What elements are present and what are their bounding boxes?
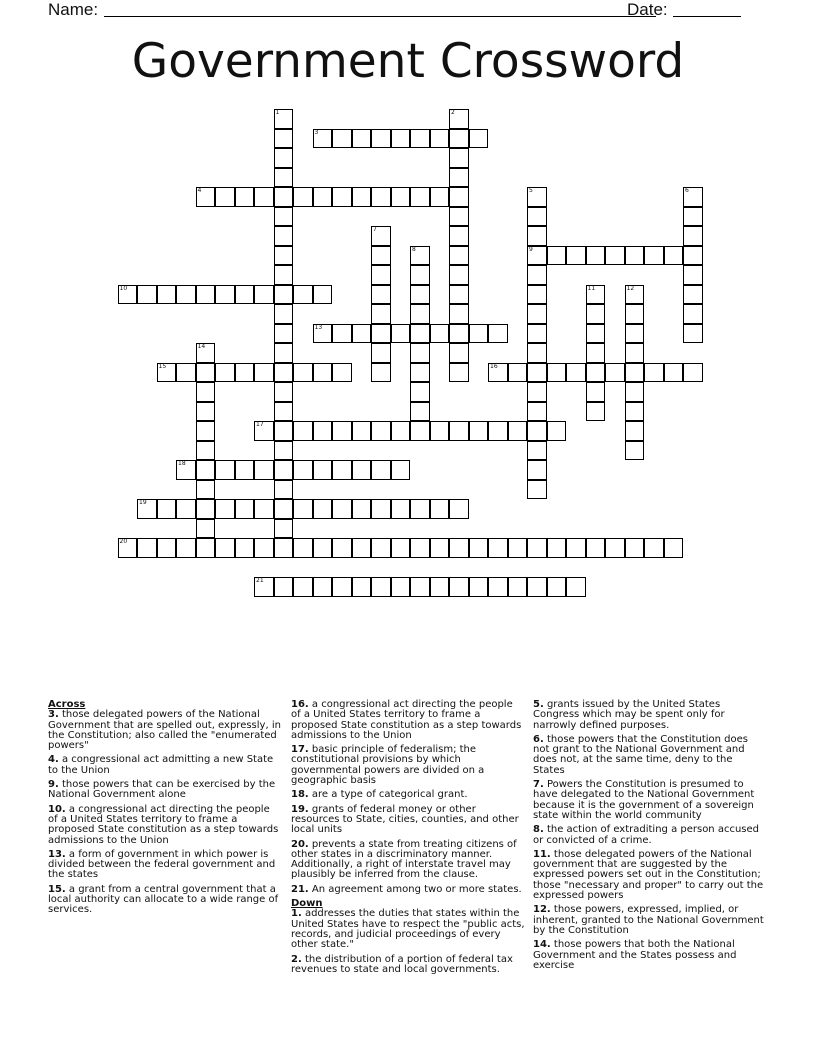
grid-cell[interactable]	[274, 343, 294, 363]
grid-cell[interactable]	[196, 343, 216, 363]
grid-cell[interactable]	[488, 538, 508, 558]
grid-cell[interactable]	[391, 187, 411, 207]
grid-cell[interactable]	[176, 499, 196, 519]
grid-cell[interactable]	[586, 538, 606, 558]
grid-cell[interactable]	[274, 538, 294, 558]
clue-number: 11	[587, 284, 596, 292]
across-heading: Across	[48, 699, 86, 710]
grid-cell[interactable]	[566, 246, 586, 266]
clues-column-3	[533, 700, 767, 975]
grid-cell[interactable]	[527, 207, 547, 227]
grid-cell[interactable]	[683, 265, 703, 285]
grid-cell[interactable]	[644, 246, 664, 266]
grid-cell[interactable]	[371, 129, 391, 149]
grid-cell[interactable]	[605, 538, 625, 558]
down-heading: Down	[291, 898, 323, 910]
grid-cell[interactable]	[449, 363, 469, 383]
grid-cell[interactable]	[215, 499, 235, 519]
grid-cell[interactable]	[586, 363, 606, 383]
grid-cell[interactable]	[274, 207, 294, 227]
grid-cell[interactable]	[235, 460, 255, 480]
grid-cell[interactable]	[488, 577, 508, 597]
grid-cell[interactable]	[449, 148, 469, 168]
grid-cell[interactable]	[625, 285, 645, 305]
grid-cell[interactable]	[625, 538, 645, 558]
grid-cell[interactable]	[118, 285, 138, 305]
grid-cell[interactable]	[371, 343, 391, 363]
clue-number: 19	[139, 499, 147, 506]
grid-cell[interactable]	[137, 285, 157, 305]
clue-number: 1	[275, 109, 280, 116]
grid-cell[interactable]	[274, 265, 294, 285]
grid-cell[interactable]	[430, 538, 450, 558]
clue-across-15: 15. a grant from a central government that a local authority can allocate to a wide range of services.	[48, 883, 279, 916]
grid-cell[interactable]	[313, 499, 333, 519]
grid-cell[interactable]	[410, 382, 430, 402]
grid-cell[interactable]	[449, 421, 469, 441]
grid-cell[interactable]	[196, 460, 216, 480]
grid-cell[interactable]	[391, 324, 411, 344]
grid-cell[interactable]	[313, 187, 333, 207]
grid-cell[interactable]	[215, 460, 235, 480]
grid-cell[interactable]	[410, 187, 430, 207]
grid-cell[interactable]	[352, 129, 372, 149]
grid-cell[interactable]	[605, 246, 625, 266]
grid-cell[interactable]	[625, 363, 645, 383]
clue-number: 10	[119, 284, 128, 292]
grid-cell[interactable]	[586, 343, 606, 363]
grid-cell[interactable]	[157, 363, 177, 383]
grid-cell[interactable]	[527, 421, 547, 441]
grid-cell[interactable]	[449, 304, 469, 324]
grid-cell[interactable]	[157, 285, 177, 305]
grid-cell[interactable]	[547, 538, 567, 558]
grid-cell[interactable]	[625, 304, 645, 324]
grid-cell[interactable]	[449, 129, 469, 149]
clue-across-20: 20. prevents a state from treating citizens of other states in a discriminatory manner. Additionally, a right of interstate travel may plausibly be inferred from the clause.	[291, 838, 517, 881]
grid-cell[interactable]	[488, 421, 508, 441]
clue-number: 7	[373, 226, 377, 233]
grid-cell[interactable]	[449, 168, 469, 188]
grid-cell[interactable]	[371, 538, 391, 558]
clues-column-1	[48, 700, 282, 920]
grid-cell[interactable]	[410, 363, 430, 383]
clue-across-10: 10. a congressional act directing the people of a United States territory to frame a proposed State constitution as a step towards admissions to the Union	[48, 803, 279, 846]
grid-cell[interactable]	[371, 577, 391, 597]
grid-cell[interactable]	[235, 499, 255, 519]
clue-down-6: 6. those powers that the Constitution does not grant to the National Government and does not, at the same time, deny to the States	[533, 733, 749, 776]
grid-cell[interactable]	[313, 538, 333, 558]
grid-cell[interactable]	[196, 519, 216, 539]
grid-cell[interactable]	[527, 246, 547, 266]
grid-cell[interactable]	[371, 460, 391, 480]
grid-cell[interactable]	[566, 577, 586, 597]
clue-down-7: 7. Powers the Constitution is presumed to have delegated to the National Government because it is the government of a sovereign state within the world community	[533, 779, 755, 821]
grid-cell[interactable]	[371, 421, 391, 441]
grid-cell[interactable]	[410, 265, 430, 285]
grid-cell[interactable]	[527, 265, 547, 285]
grid-cell[interactable]	[449, 265, 469, 285]
clue-across-13: 13. a form of government in which power is divided between the federal government and the states	[48, 848, 276, 881]
grid-cell[interactable]	[293, 499, 313, 519]
grid-cell[interactable]	[410, 324, 430, 344]
clue-across-9: 9. those powers that can be exercised by the National Government alone	[48, 779, 276, 801]
grid-cell[interactable]	[332, 421, 352, 441]
grid-cell[interactable]	[293, 460, 313, 480]
clue-number: 9	[529, 245, 533, 253]
grid-cell[interactable]	[293, 538, 313, 558]
date-label: Date:	[627, 0, 668, 19]
clue-number: 4	[197, 187, 202, 194]
grid-cell[interactable]	[683, 304, 703, 324]
grid-cell[interactable]	[547, 246, 567, 266]
grid-cell[interactable]	[566, 538, 586, 558]
grid-cell[interactable]	[274, 304, 294, 324]
grid-cell[interactable]	[586, 324, 606, 344]
grid-cell[interactable]	[254, 363, 274, 383]
clue-down-2: 2. the distribution of a portion of federal tax revenues to state and local governments.	[291, 953, 513, 975]
grid-cell[interactable]	[391, 577, 411, 597]
grid-cell[interactable]	[274, 246, 294, 266]
grid-cell[interactable]	[332, 577, 352, 597]
grid-cell[interactable]	[313, 324, 333, 344]
grid-cell[interactable]	[274, 441, 294, 461]
clue-number: 6	[685, 187, 689, 194]
grid-cell[interactable]	[274, 499, 294, 519]
clue-number: 2	[451, 109, 455, 116]
grid-cell[interactable]	[527, 402, 547, 422]
grid-cell[interactable]	[371, 499, 391, 519]
grid-cell[interactable]	[176, 460, 196, 480]
grid-cell[interactable]	[371, 285, 391, 305]
grid-cell[interactable]	[254, 499, 274, 519]
grid-cell[interactable]	[371, 246, 391, 266]
grid-cell[interactable]	[449, 109, 469, 129]
grid-cell[interactable]	[352, 538, 372, 558]
grid-cell[interactable]	[196, 538, 216, 558]
grid-cell[interactable]	[371, 324, 391, 344]
grid-cell[interactable]	[254, 460, 274, 480]
grid-cell[interactable]	[508, 538, 528, 558]
grid-cell[interactable]	[683, 207, 703, 227]
grid-cell[interactable]	[449, 285, 469, 305]
grid-cell[interactable]	[118, 538, 138, 558]
grid-cell[interactable]	[683, 285, 703, 305]
grid-cell[interactable]	[196, 363, 216, 383]
grid-cell[interactable]	[527, 324, 547, 344]
grid-cell[interactable]	[469, 324, 489, 344]
grid-cell[interactable]	[664, 538, 684, 558]
grid-cell[interactable]	[391, 129, 411, 149]
grid-cell[interactable]	[527, 577, 547, 597]
grid-cell[interactable]	[196, 402, 216, 422]
clue-across-17: 17. basic principle of federalism; the constitutional provisions by which governmental powers are divided on a geographic basis	[291, 744, 485, 787]
clue-number: 13	[314, 323, 323, 331]
grid-cell[interactable]	[469, 538, 489, 558]
grid-cell[interactable]	[235, 285, 255, 305]
clue-across-4: 4. a congressional act admitting a new State to the Union	[48, 754, 274, 776]
grid-cell[interactable]	[430, 129, 450, 149]
grid-cell[interactable]	[332, 499, 352, 519]
grid-cell[interactable]	[625, 402, 645, 422]
grid-cell[interactable]	[683, 187, 703, 207]
grid-cell[interactable]	[625, 441, 645, 461]
grid-cell[interactable]	[254, 285, 274, 305]
grid-cell[interactable]	[235, 187, 255, 207]
clues-column-2	[291, 700, 525, 979]
grid-cell[interactable]	[605, 363, 625, 383]
grid-cell[interactable]	[293, 363, 313, 383]
grid-cell[interactable]	[274, 187, 294, 207]
clue-number: 3	[314, 128, 319, 136]
grid-cell[interactable]	[274, 129, 294, 149]
grid-cell[interactable]	[410, 577, 430, 597]
grid-cell[interactable]	[313, 285, 333, 305]
grid-cell[interactable]	[391, 538, 411, 558]
grid-cell[interactable]	[313, 363, 333, 383]
grid-cell[interactable]	[274, 148, 294, 168]
grid-cell[interactable]	[274, 421, 294, 441]
grid-cell[interactable]	[527, 363, 547, 383]
grid-cell[interactable]	[683, 324, 703, 344]
grid-cell[interactable]	[332, 129, 352, 149]
grid-cell[interactable]	[683, 226, 703, 246]
grid-cell[interactable]	[430, 324, 450, 344]
grid-cell[interactable]	[293, 421, 313, 441]
grid-cell[interactable]	[410, 129, 430, 149]
grid-cell[interactable]	[371, 265, 391, 285]
grid-cell[interactable]	[449, 577, 469, 597]
grid-cell[interactable]	[449, 324, 469, 344]
grid-cell[interactable]	[469, 129, 489, 149]
grid-cell[interactable]	[157, 538, 177, 558]
grid-cell[interactable]	[391, 421, 411, 441]
grid-cell[interactable]	[664, 246, 684, 266]
grid-cell[interactable]	[274, 519, 294, 539]
grid-cell[interactable]	[137, 499, 157, 519]
clue-number: 8	[412, 245, 416, 253]
grid-cell[interactable]	[625, 421, 645, 441]
grid-cell[interactable]	[274, 363, 294, 383]
grid-cell[interactable]	[332, 363, 352, 383]
grid-cell[interactable]	[274, 480, 294, 500]
grid-cell[interactable]	[313, 460, 333, 480]
grid-cell[interactable]	[625, 343, 645, 363]
grid-cell[interactable]	[332, 187, 352, 207]
grid-cell[interactable]	[449, 207, 469, 227]
grid-cell[interactable]	[215, 538, 235, 558]
grid-cell[interactable]	[371, 187, 391, 207]
grid-cell[interactable]	[274, 382, 294, 402]
grid-cell[interactable]	[196, 187, 216, 207]
grid-cell[interactable]	[352, 421, 372, 441]
grid-cell[interactable]	[410, 285, 430, 305]
grid-cell[interactable]	[157, 499, 177, 519]
grid-cell[interactable]	[254, 421, 274, 441]
clue-across-3: 3. those delegated powers of the National Government that are spelled out, expressly, in the Constitution; also called the "enumerated powers"	[48, 709, 281, 752]
grid-cell[interactable]	[586, 304, 606, 324]
grid-cell[interactable]	[274, 324, 294, 344]
grid-cell[interactable]	[196, 441, 216, 461]
grid-cell[interactable]	[352, 460, 372, 480]
grid-cell[interactable]	[313, 421, 333, 441]
grid-cell[interactable]	[488, 363, 508, 383]
grid-cell[interactable]	[274, 402, 294, 422]
grid-cell[interactable]	[449, 499, 469, 519]
grid-cell[interactable]	[683, 363, 703, 383]
grid-cell[interactable]	[274, 226, 294, 246]
grid-cell[interactable]	[352, 577, 372, 597]
page-title: Government Crossword	[131, 34, 685, 89]
grid-cell[interactable]	[313, 129, 333, 149]
clue-down-11: 11. those delegated powers of the National government that are suggested by the expressed powers set out in the Constitution; those "necessary and proper" to carry out the expressed powers	[533, 848, 764, 902]
grid-cell[interactable]	[137, 538, 157, 558]
grid-cell[interactable]	[527, 538, 547, 558]
grid-cell[interactable]	[215, 187, 235, 207]
grid-cell[interactable]	[410, 402, 430, 422]
grid-cell[interactable]	[410, 304, 430, 324]
grid-cell[interactable]	[449, 246, 469, 266]
grid-cell[interactable]	[391, 460, 411, 480]
grid-cell[interactable]	[196, 285, 216, 305]
grid-cell[interactable]	[586, 402, 606, 422]
grid-cell[interactable]	[235, 363, 255, 383]
grid-cell[interactable]	[274, 460, 294, 480]
grid-cell[interactable]	[527, 460, 547, 480]
clue-number: 21	[256, 577, 264, 584]
grid-cell[interactable]	[274, 577, 294, 597]
grid-cell[interactable]	[196, 382, 216, 402]
grid-cell[interactable]	[176, 285, 196, 305]
grid-cell[interactable]	[313, 577, 333, 597]
grid-cell[interactable]	[352, 499, 372, 519]
grid-cell[interactable]	[644, 363, 664, 383]
grid-cell[interactable]	[254, 538, 274, 558]
clue-across-19: 19. grants of federal money or other resources to State, cities, counties, and other local units	[291, 803, 519, 836]
grid-cell[interactable]	[410, 343, 430, 363]
grid-cell[interactable]	[527, 343, 547, 363]
grid-cell[interactable]	[586, 285, 606, 305]
grid-cell[interactable]	[293, 187, 313, 207]
grid-cell[interactable]	[352, 187, 372, 207]
grid-cell[interactable]	[215, 285, 235, 305]
grid-cell[interactable]	[410, 499, 430, 519]
grid-cell[interactable]	[527, 480, 547, 500]
grid-cell[interactable]	[274, 168, 294, 188]
grid-cell[interactable]	[293, 285, 313, 305]
grid-cell[interactable]	[586, 382, 606, 402]
grid-cell[interactable]	[449, 226, 469, 246]
grid-cell[interactable]	[527, 285, 547, 305]
grid-cell[interactable]	[625, 382, 645, 402]
grid-cell[interactable]	[527, 187, 547, 207]
grid-cell[interactable]	[469, 577, 489, 597]
grid-cell[interactable]	[430, 577, 450, 597]
clue-number: 20	[119, 538, 128, 545]
grid-cell[interactable]	[625, 324, 645, 344]
grid-cell[interactable]	[683, 246, 703, 266]
grid-cell[interactable]	[332, 460, 352, 480]
grid-cell[interactable]	[586, 246, 606, 266]
grid-cell[interactable]	[274, 109, 294, 129]
grid-cell[interactable]	[196, 480, 216, 500]
grid-cell[interactable]	[293, 577, 313, 597]
grid-cell[interactable]	[352, 324, 372, 344]
grid-cell[interactable]	[625, 246, 645, 266]
grid-cell[interactable]	[371, 226, 391, 246]
grid-cell[interactable]	[371, 304, 391, 324]
grid-cell[interactable]	[508, 363, 528, 383]
grid-cell[interactable]	[196, 421, 216, 441]
clue-down-1: 1. addresses the duties that states within the United States have to respect the "public acts, records, and judicial proceedings of every other state."	[291, 908, 525, 951]
grid-cell[interactable]	[488, 324, 508, 344]
grid-cell[interactable]	[176, 363, 196, 383]
grid-cell[interactable]	[566, 363, 586, 383]
clue-down-8: 8. the action of extraditing a person accused or convicted of a crime.	[533, 824, 759, 846]
clue-number: 12	[626, 284, 635, 292]
grid-cell[interactable]	[332, 324, 352, 344]
grid-cell[interactable]	[527, 382, 547, 402]
grid-cell[interactable]	[508, 421, 528, 441]
clue-number: 14	[197, 343, 206, 350]
clue-down-12: 12. those powers, expressed, implied, or inherent, granted to the National Government by the Constitution	[533, 904, 764, 936]
grid-cell[interactable]	[644, 538, 664, 558]
grid-cell[interactable]	[449, 538, 469, 558]
grid-cell[interactable]	[527, 226, 547, 246]
grid-cell[interactable]	[254, 577, 274, 597]
grid-cell[interactable]	[254, 187, 274, 207]
grid-cell[interactable]	[547, 421, 567, 441]
clue-down-14: 14. those powers that both the National Government and the States possess and exercise	[533, 939, 737, 971]
clue-number: 16	[490, 362, 498, 370]
grid-cell[interactable]	[176, 538, 196, 558]
grid-cell[interactable]	[215, 363, 235, 383]
grid-cell[interactable]	[469, 421, 489, 441]
grid-cell[interactable]	[332, 538, 352, 558]
grid-cell[interactable]	[664, 363, 684, 383]
grid-cell[interactable]	[430, 499, 450, 519]
grid-cell[interactable]	[274, 285, 294, 305]
clue-number: 15	[158, 362, 167, 370]
clue-across-16: 16. a congressional act directing the people of a United States territory to frame a proposed State constitution as a step towards admissions to the Union	[291, 699, 522, 741]
clue-number: 17	[256, 421, 264, 428]
grid-cell[interactable]	[430, 187, 450, 207]
clue-number: 18	[178, 460, 186, 467]
grid-cell[interactable]	[410, 538, 430, 558]
grid-cell[interactable]	[430, 421, 450, 441]
grid-cell[interactable]	[410, 246, 430, 266]
grid-cell[interactable]	[410, 421, 430, 441]
grid-cell[interactable]	[527, 304, 547, 324]
clue-across-18: 18. are a type of categorical grant.	[291, 789, 468, 801]
grid-cell[interactable]	[527, 441, 547, 461]
clue-down-5: 5. grants issued by the United States Congress which may be spent only for narrowly defined purposes.	[533, 699, 725, 731]
grid-cell[interactable]	[391, 499, 411, 519]
grid-cell[interactable]	[547, 577, 567, 597]
grid-cell[interactable]	[449, 187, 469, 207]
grid-cell[interactable]	[196, 499, 216, 519]
name-label: Name:	[48, 0, 99, 19]
grid-cell[interactable]	[371, 363, 391, 383]
clue-number: 5	[529, 187, 533, 194]
grid-cell[interactable]	[547, 363, 567, 383]
grid-cell[interactable]	[508, 577, 528, 597]
clue-across-21: 21. An agreement among two or more states.	[291, 883, 522, 895]
grid-cell[interactable]	[449, 343, 469, 363]
grid-cell[interactable]	[235, 538, 255, 558]
